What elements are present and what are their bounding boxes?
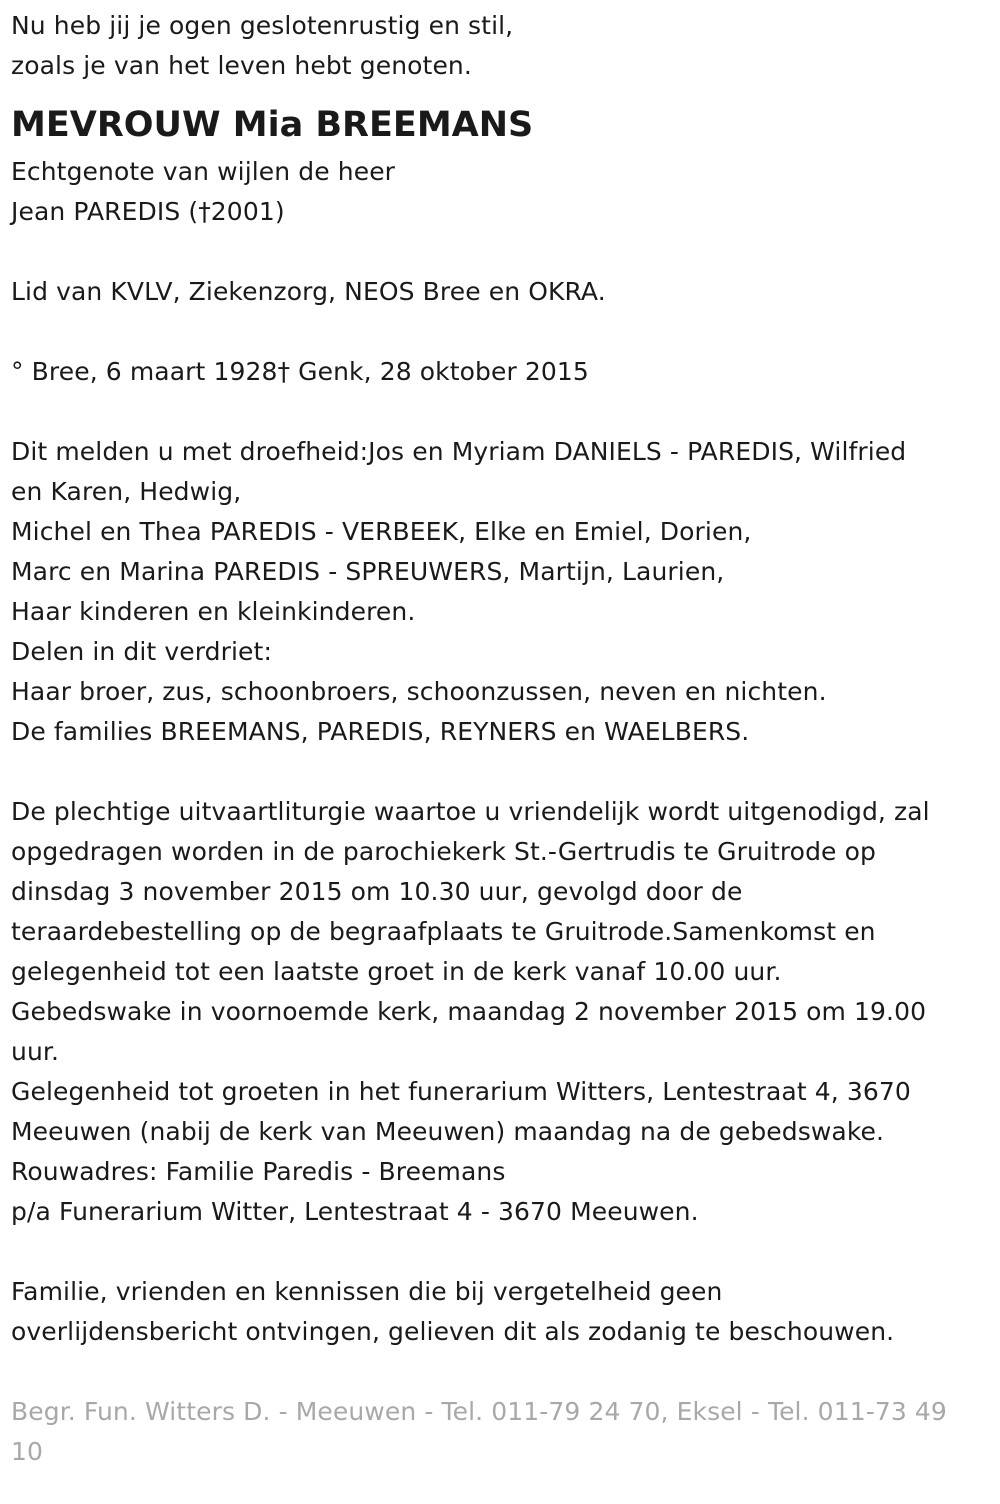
ceremony-line: opgedragen worden in de parochiekerk St.-Gertrudis te Gruitrode op	[11, 837, 876, 866]
notice-line: overlijdensbericht ontvingen, gelieven dit als zodanig te beschouwen.	[11, 1317, 895, 1346]
spouse-line: Jean PAREDIS (†2001)	[11, 197, 285, 226]
intro-poem	[11, 6, 991, 86]
family-line: De families BREEMANS, PAREDIS, REYNERS en WAELBERS.	[11, 717, 750, 746]
family-line: Michel en Thea PAREDIS - VERBEEK, Elke en Emiel, Dorien,	[11, 517, 752, 546]
spacer	[11, 752, 991, 792]
spouse-line: Echtgenote van wijlen de heer	[11, 157, 396, 186]
notice-text	[11, 1272, 991, 1352]
family-announcement	[11, 432, 991, 752]
family-line: Marc en Marina PAREDIS - SPREUWERS, Martijn, Laurien,	[11, 557, 725, 586]
intro-line: zoals je van het leven hebt genoten.	[11, 51, 472, 80]
spouse-info	[11, 152, 991, 232]
footer-line: Begr. Fun. Witters D. - Meeuwen - Tel. 011-79 24 70, Eksel - Tel. 011-73 49	[11, 1397, 947, 1426]
family-line: en Karen, Hedwig,	[11, 477, 242, 506]
ceremony-details	[11, 792, 991, 1232]
footer-line: 10	[11, 1437, 44, 1466]
ceremony-line: Rouwadres: Familie Paredis - Breemans	[11, 1157, 506, 1186]
spacer	[11, 392, 991, 432]
spacer	[11, 1352, 991, 1392]
ceremony-line: Meeuwen (nabij de kerk van Meeuwen) maandag na de gebedswake.	[11, 1117, 885, 1146]
intro-line: Nu heb jij je ogen geslotenrustig en stil,	[11, 11, 514, 40]
family-line: Dit melden u met droefheid:Jos en Myriam DANIELS - PAREDIS, Wilfried	[11, 437, 907, 466]
ceremony-line: Gebedswake in voornoemde kerk, maandag 2 november 2015 om 19.00	[11, 997, 927, 1026]
spacer	[11, 232, 991, 272]
membership-text: Lid van KVLV, Ziekenzorg, NEOS Bree en OKRA.	[11, 277, 606, 306]
spacer	[11, 1232, 991, 1272]
funeral-home-footer	[11, 1392, 991, 1472]
ceremony-line: Gelegenheid tot groeten in het funerarium Witters, Lentestraat 4, 3670	[11, 1077, 911, 1106]
ceremony-line: uur.	[11, 1037, 60, 1066]
ceremony-line: teraardebestelling op de begraafplaats te Gruitrode.Samenkomst en	[11, 917, 876, 946]
ceremony-line: gelegenheid tot een laatste groet in de kerk vanaf 10.00 uur.	[11, 957, 782, 986]
obituary-notice	[11, 6, 991, 1472]
ceremony-line: p/a Funerarium Witter, Lentestraat 4 - 3670 Meeuwen.	[11, 1197, 699, 1226]
notice-line: Familie, vrienden en kennissen die bij vergetelheid geen	[11, 1277, 723, 1306]
family-line: Haar kinderen en kleinkinderen.	[11, 597, 416, 626]
spacer	[11, 312, 991, 352]
ceremony-line: dinsdag 3 november 2015 om 10.30 uur, gevolgd door de	[11, 877, 743, 906]
family-line: Haar broer, zus, schoonbroers, schoonzussen, neven en nichten.	[11, 677, 827, 706]
family-line: Delen in dit verdriet:	[11, 637, 272, 666]
life-dates: ° Bree, 6 maart 1928† Genk, 28 oktober 2015	[11, 357, 589, 386]
deceased-name: MEVROUW Mia BREEMANS	[11, 105, 534, 145]
ceremony-line: De plechtige uitvaartliturgie waartoe u vriendelijk wordt uitgenodigd, zal	[11, 797, 930, 826]
